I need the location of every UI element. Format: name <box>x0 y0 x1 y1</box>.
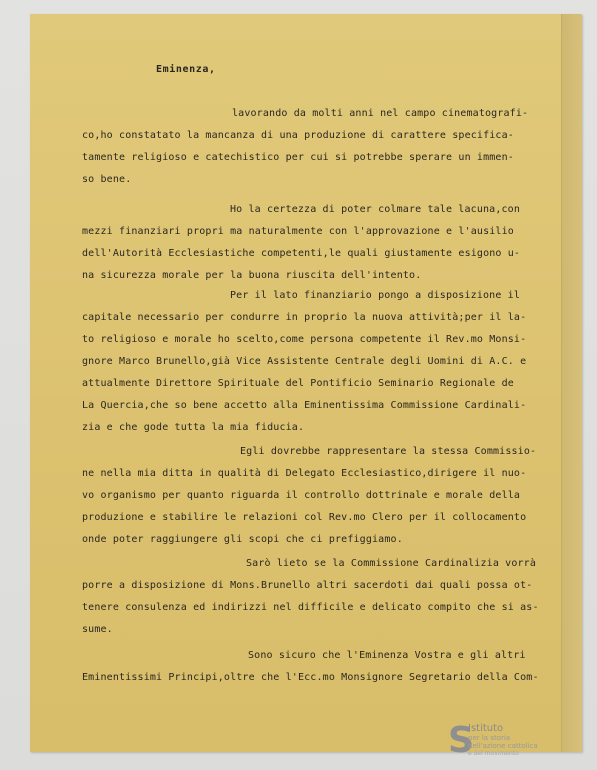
text-line: lavorando da molti anni nel campo cinematografi- <box>232 108 529 119</box>
text-line: La Quercia,che so bene accetto alla Eminentissima Commissione Cardinali- <box>82 400 527 411</box>
text-line: tenere consulenza ed indirizzi nel difficile e delicato compito che si as- <box>82 602 539 613</box>
text-line: to religioso e morale ho scelto,come persona competente il Rev.mo Monsi- <box>82 334 527 345</box>
text-line: porre a disposizione di Mons.Brunello altri sacerdoti dai quali possa ot- <box>82 580 533 591</box>
text-line: Eminentissimi Principi,oltre che l'Ecc.mo Monsignore Segretario della Com- <box>82 672 539 683</box>
stamp-line-2: per la storia <box>468 734 511 742</box>
text-line: Per il lato finanziario pongo a disposizione il <box>230 290 521 301</box>
text-line: ne nella mia ditta in qualità di Delegato Ecclesiastico,dirigere il nuo- <box>82 468 527 479</box>
text-line: capitale necessario per condurre in proprio la nuova attività;per il la- <box>82 312 527 323</box>
text-line: attualmente Direttore Spirituale del Pontificio Seminario Regionale de <box>82 378 514 389</box>
text-line: tamente religioso e catechistico per cui si potrebbe sperare un immen- <box>82 152 514 163</box>
text-line: dell'Autorità Ecclesiastiche competenti,le quali giustamente esigono u- <box>82 248 521 259</box>
text-line: onde poter raggiungere gli scopi che ci prefiggiamo. <box>82 534 403 545</box>
text-line: co,ho constatato la mancanza di una produzione di carattere specifica- <box>82 130 514 141</box>
text-line: gnore Marco Brunello,già Vice Assistente Centrale degli Uomini di A.C. e <box>82 356 527 367</box>
salutation: Eminenza, <box>156 64 216 75</box>
text-line: so bene. <box>82 174 132 185</box>
text-line: mezzi finanziari propri ma naturalmente con l'approvazione e l'ausilio <box>82 226 514 237</box>
text-line: Sono sicuro che l'Eminenza Vostra e gli altri <box>248 650 526 661</box>
text-line: zia e che gode tutta la mia fiducia. <box>82 422 305 433</box>
text-line: produzione e stabilire le relazioni col Rev.mo Clero per il collocamento <box>82 512 527 523</box>
text-line: Sarò lieto se la Commissione Cardinalizia vorrà <box>246 558 537 569</box>
stamp-line-4: e del movimento <box>468 750 519 757</box>
text-line: Ho la certezza di poter colmare tale lacuna,con <box>230 204 521 215</box>
letter-page <box>30 14 582 752</box>
stamp-line-1: Istituto <box>468 723 504 734</box>
stamp-line-3: dell'azione cattolica <box>468 742 538 750</box>
page-edge-strip <box>561 14 582 752</box>
archive-watermark-stamp <box>448 722 573 760</box>
text-line: na sicurezza morale per la buona riuscita dell'intento. <box>82 270 422 281</box>
archive-logo-mark: S <box>448 720 474 761</box>
text-line: sume. <box>82 624 113 635</box>
text-line: Egli dovrebbe rappresentare la stessa Commissio- <box>240 446 537 457</box>
text-line: vo organismo per quanto riguarda il controllo dottrinale e morale della <box>82 490 521 501</box>
